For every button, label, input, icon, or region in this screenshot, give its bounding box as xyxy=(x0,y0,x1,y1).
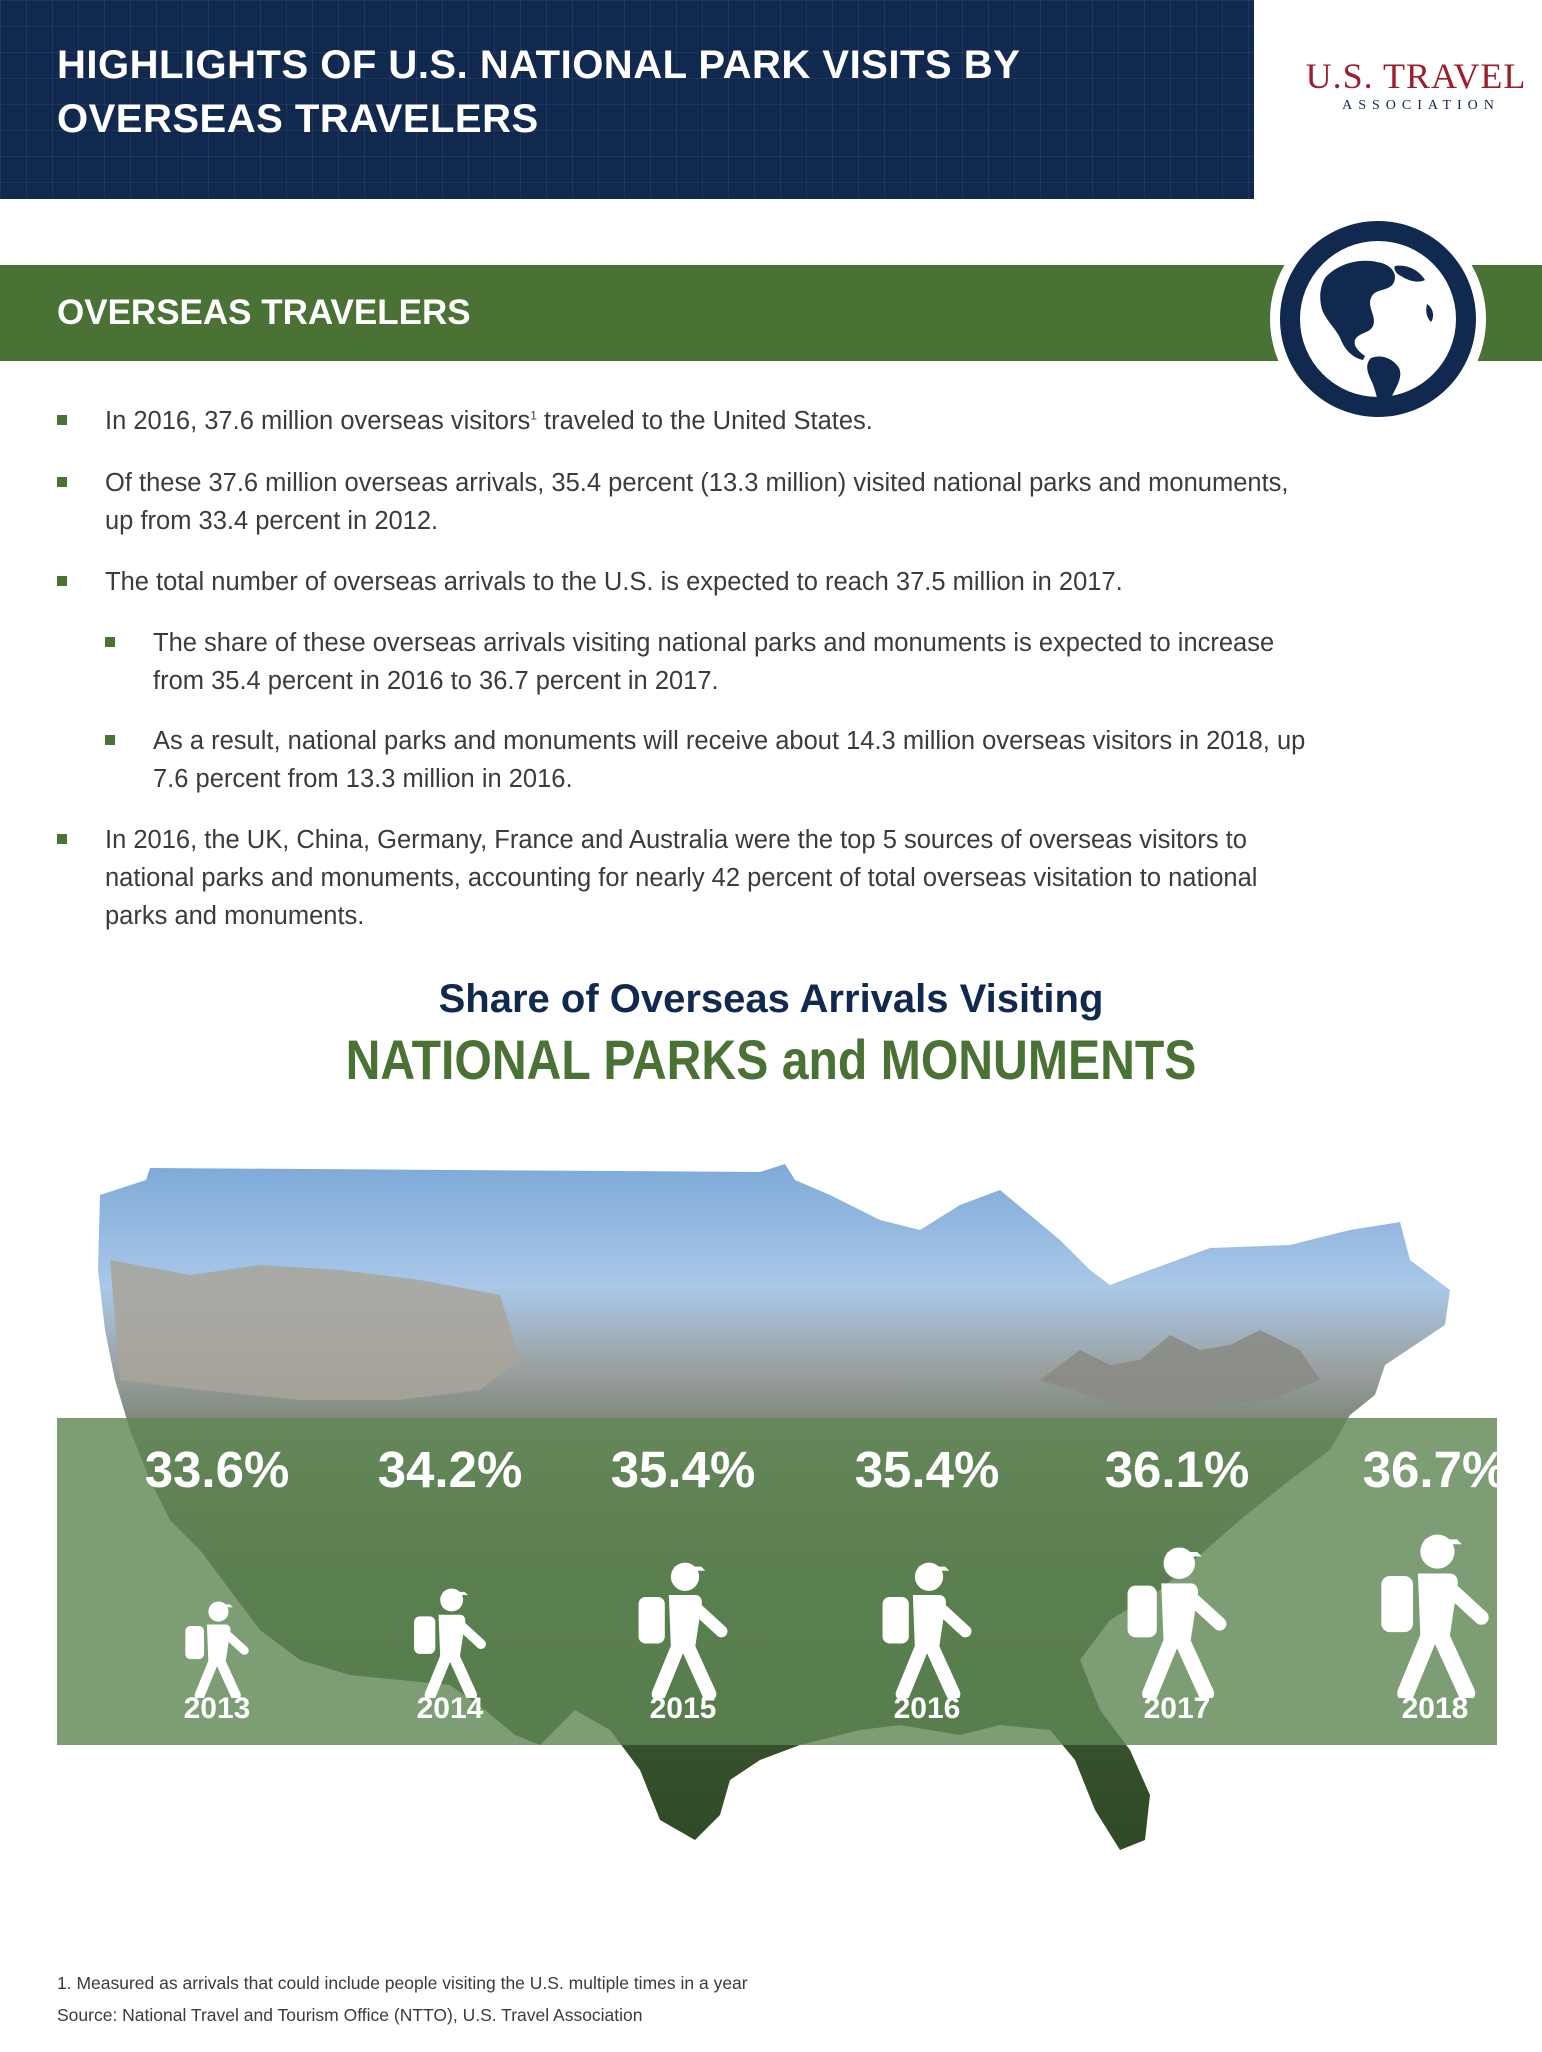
sub-bullet-marker xyxy=(105,735,115,745)
hiker-icon-part xyxy=(1193,1599,1220,1624)
hiker-icon-part xyxy=(207,1625,231,1662)
hiker-icon-part xyxy=(1184,1644,1206,1693)
hiker-icon-part xyxy=(439,1615,466,1657)
chart-title-line-2: NATIONAL PARKS and MONUMENTS xyxy=(345,1028,1197,1091)
hiker-icon-part xyxy=(913,1595,946,1648)
stats-band xyxy=(57,1418,1508,1745)
hiker-icon-part xyxy=(903,1650,921,1694)
stat-column-2014 xyxy=(335,1418,565,1745)
bullet-marker xyxy=(57,477,67,487)
hiker-icon-part xyxy=(639,1597,665,1643)
stat-percent: 35.4% xyxy=(610,1441,756,1498)
stat-year: 2017 xyxy=(1143,1692,1211,1725)
hiker-icon xyxy=(568,1518,798,1698)
stat-year: 2013 xyxy=(183,1692,251,1725)
hiker-icon xyxy=(102,1518,332,1698)
hiker-icon xyxy=(812,1518,1042,1698)
hiker-icon-part xyxy=(697,1609,721,1631)
stat-percent: 36.1% xyxy=(1104,1441,1250,1498)
stat-year: 2014 xyxy=(416,1692,484,1725)
hiker-icon-part xyxy=(1150,1644,1170,1693)
stat-percent: 35.4% xyxy=(854,1441,1000,1498)
page-title xyxy=(57,38,1207,146)
hiker-icon-part xyxy=(227,1635,244,1651)
hiker-icon-part xyxy=(185,1626,204,1659)
stat-column-2017 xyxy=(1062,1418,1292,1745)
source-note: Source: National Travel and Tourism Office (NTTO), U.S. Travel Association xyxy=(57,2005,643,2025)
bullet-item-3: The total number of overseas arrivals to the U.S. is expected to reach 37.5 million in 2017. xyxy=(105,568,1123,596)
stat-column-2016 xyxy=(812,1418,1042,1745)
bullet-marker xyxy=(57,415,67,425)
stat-year: 2018 xyxy=(1401,1692,1469,1725)
section-title: OVERSEAS TRAVELERS xyxy=(57,293,471,332)
hiker-icon-part xyxy=(659,1650,677,1694)
bullet-marker xyxy=(57,834,67,844)
stat-percent: 36.7% xyxy=(1362,1441,1508,1498)
hiker-icon-part xyxy=(414,1616,435,1654)
bullet-item-1: In 2016, 37.6 million overseas visitors$^1$ traveled to the United States. xyxy=(105,407,873,435)
stat-year: 2015 xyxy=(649,1692,717,1725)
sub-bullet-item-1: The share of these overseas arrivals visiting national parks and monuments is expected to increase from 35.4 percent in 2016 to 36.7 percent in 2017. xyxy=(153,629,1275,695)
bullet-item-2: Of these 37.6 million overseas arrivals, 35.4 percent (13.3 million) visited national parks and monuments, up from 33.4 percent in 2012. xyxy=(105,469,1289,535)
globe-icon xyxy=(1267,208,1489,430)
hiker-icon-part xyxy=(883,1597,909,1643)
hiker-icon xyxy=(1320,1518,1542,1698)
hiker-icon-part xyxy=(1442,1639,1466,1693)
hiker-icon xyxy=(1062,1518,1292,1698)
footnote: 1. Measured as arrivals that could include people visiting the U.S. multiple times in a year xyxy=(57,1973,748,1993)
page-title-line-2: OVERSEAS TRAVELERS xyxy=(57,97,539,141)
chart-title-line-1: Share of Overseas Arrivals Visiting xyxy=(438,977,1104,1021)
bullet-marker xyxy=(57,576,67,586)
hiker-icon-part xyxy=(933,1650,953,1694)
hiker-icon-part xyxy=(461,1626,481,1644)
hiker-icon-part xyxy=(1128,1586,1157,1638)
stat-column-2015 xyxy=(568,1418,798,1745)
hiker-icon-part xyxy=(669,1595,702,1648)
sub-bullet-marker xyxy=(105,637,115,647)
hiker-icon-part xyxy=(1406,1639,1428,1693)
hiker-icon-part xyxy=(941,1609,965,1631)
hiker-icon-part xyxy=(689,1650,709,1694)
logo-main-text: U.S. TRAVEL xyxy=(1305,56,1527,96)
footnote-marker: 1 xyxy=(530,408,537,423)
sub-bullet-item-2: As a result, national parks and monuments will receive about 14.3 million overseas visitors in 2018, up 7.6 percent from 13.3 million in 2016. xyxy=(153,727,1306,793)
stat-percent: 34.2% xyxy=(377,1441,523,1498)
page-title-line-1: HIGHLIGHTS OF U.S. NATIONAL PARK VISITS BY xyxy=(57,43,1021,87)
hiker-icon-part xyxy=(1452,1591,1481,1618)
hiker-icon-part xyxy=(1381,1576,1413,1632)
header-banner xyxy=(0,0,1254,199)
stat-column-2018 xyxy=(1320,1418,1542,1745)
hiker-icon-part xyxy=(1418,1574,1458,1637)
stat-percent: 33.6% xyxy=(144,1441,290,1498)
hiker-icon-part xyxy=(1161,1583,1198,1641)
us-travel-logo xyxy=(1296,56,1536,116)
logo-sub-text: ASSOCIATION xyxy=(1342,98,1500,113)
stat-year: 2016 xyxy=(893,1692,961,1725)
stat-column-2013 xyxy=(102,1418,332,1745)
bullet-item-4: In 2016, the UK, China, Germany, France and Australia were the top 5 sources of overseas visitors to national parks and monuments, accounting for nearly 42 percent of total overseas visitation to national parks and monuments. xyxy=(105,826,1258,930)
hiker-icon xyxy=(335,1518,565,1698)
